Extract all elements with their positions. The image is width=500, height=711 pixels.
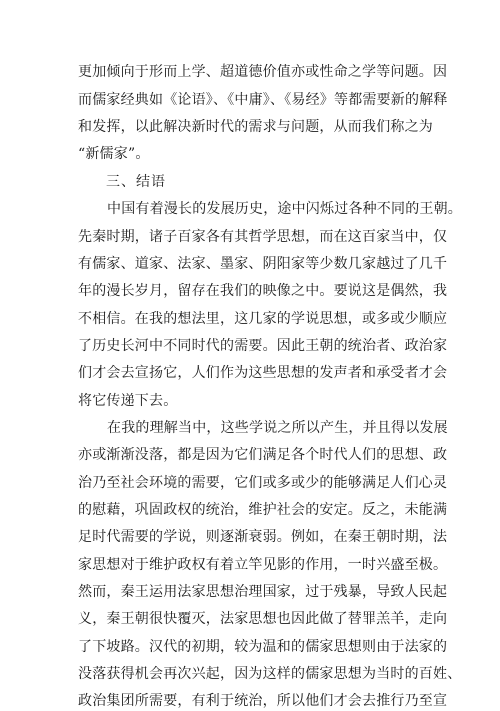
text-line: “新儒家”。 xyxy=(78,146,150,162)
text-line: 了下坡路。汉代的初期，较为温和的儒家思想则由于法家的 xyxy=(78,639,448,655)
text-line: 和发挥，以此解决新时代的需求与问题，从而我们称之为 xyxy=(78,119,433,135)
text-line: 家思想对于维护政权有着立竿见影的作用，一时兴盛至极。 xyxy=(78,557,448,573)
text-line: 不相信。在我的想法里，这几家的学说思想，或多或少顺应 xyxy=(78,311,448,327)
text-line: 义，秦王朝很快覆灭，法家思想也因此做了替罪羔羊，走向 xyxy=(78,611,448,627)
text-line: 然而，秦王运用法家思想治理国家，过于残暴，导致人民起 xyxy=(78,584,448,600)
text-line: 更加倾向于形而上学、超道德价值亦或性命之学等问题。因 xyxy=(78,64,448,80)
text-line: 足时代需要的学说，则逐渐衰弱。例如，在秦王朝时期，法 xyxy=(78,529,448,545)
text-line: 中国有着漫长的发展历史，途中闪烁过各种不同的王朝。 xyxy=(107,201,462,217)
section-heading: 三、结语 xyxy=(106,174,166,190)
text-line: 政治集团所需要，有利于统治，所以他们才会去推行乃至宣 xyxy=(78,693,448,709)
text-line: 在我的理解当中，这些学说之所以产生，并且得以发展 xyxy=(107,420,448,436)
text-line: 亦或渐渐没落，都是因为它们满足各个时代人们的思想、政 xyxy=(78,447,448,463)
text-line: 先秦时期，诸子百家各有其哲学思想，而在这百家当中，仅 xyxy=(78,229,448,245)
text-line: 的慰藉，巩固政权的统治，维护社会的安定。反之，未能满 xyxy=(78,502,448,518)
text-line: 们才会去宣扬它，人们作为这些思想的发声者和承受者才会 xyxy=(78,365,448,381)
text-line: 有儒家、道家、法家、墨家、阴阳家等少数几家越过了几千 xyxy=(78,256,448,272)
text-line: 而儒家经典如《论语》、《中庸》、《易经》等都需要新的解释 xyxy=(78,92,448,108)
text-line: 没落获得机会再次兴起，因为这样的儒家思想为当时的百姓、 xyxy=(78,666,462,682)
text-line: 了历史长河中不同时代的需要。因此王朝的统治者、政治家 xyxy=(78,338,448,354)
text-line: 将它传递下去。 xyxy=(78,393,178,409)
text-line: 治乃至社会环境的需要，它们或多或少的能够满足人们心灵 xyxy=(78,475,448,491)
text-line: 年的漫长岁月，留存在我们的映像之中。要说这是偶然，我 xyxy=(78,283,448,299)
